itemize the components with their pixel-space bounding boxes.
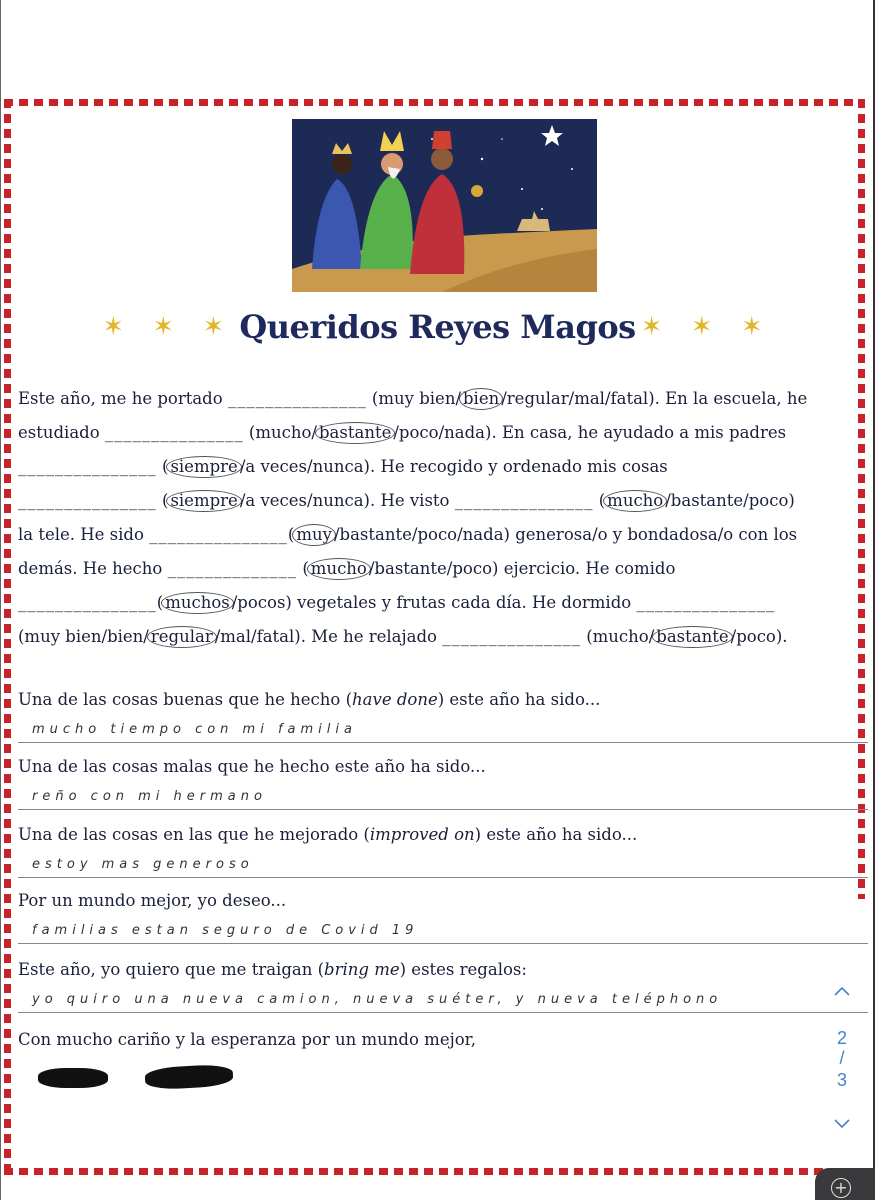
circled-option: muchos — [161, 592, 234, 614]
paragraph-line — [18, 620, 863, 654]
answer-line — [18, 742, 868, 743]
question-text: ) este año ha sido... — [474, 825, 638, 844]
paragraph-line — [18, 382, 863, 416]
zoom-in-icon: + — [831, 1178, 851, 1198]
paragraph-text: /bastante/poco) — [665, 491, 795, 510]
paragraph-line — [18, 450, 863, 484]
page-title: Queridos Reyes Magos — [239, 308, 636, 346]
answer-line — [18, 943, 868, 944]
paragraph-text: /pocos) vegetales y frutas cada día. He dormido — [231, 593, 637, 612]
three-kings-illustration — [292, 119, 597, 292]
answer-blank: _______________ — [18, 491, 157, 510]
page-separator: / — [839, 1048, 845, 1068]
question-prompt — [18, 960, 527, 979]
question-text: ) estes regalos: — [399, 960, 527, 979]
paragraph-text: ( — [287, 525, 295, 544]
answer-blank: _______________ — [227, 389, 367, 408]
page-current: 2 — [836, 1028, 847, 1048]
question-prompt — [18, 690, 600, 709]
paragraph-text: /poco). — [730, 627, 788, 646]
handwritten-answer: mucho tiempo con mi familia — [32, 722, 357, 737]
answer-blank: _______________ — [18, 457, 157, 476]
answer-blank: ______________ — [167, 559, 298, 578]
paragraph-line — [18, 484, 863, 518]
answer-blank: _______________ — [442, 627, 581, 646]
chevron-down-icon[interactable] — [826, 1114, 858, 1135]
paragraph-text: demás. He hecho — [18, 559, 168, 578]
title-row — [0, 308, 875, 358]
paragraph-text: /mal/fatal). Me he relajado — [214, 627, 443, 646]
question-text: Por un mundo mejor, yo deseo... — [18, 891, 287, 910]
paragraph-line — [18, 416, 863, 450]
answer-blank: _______________ — [636, 593, 776, 612]
zoom-button[interactable] — [815, 1168, 875, 1200]
circled-option: mucho — [603, 490, 667, 512]
question-text: ) este año ha sido... — [437, 690, 601, 709]
paragraph-text: ( — [156, 457, 169, 476]
circled-option: regular — [147, 626, 217, 648]
title-stars-right: ✶ ✶ ✶ — [640, 312, 773, 342]
paragraph-text: ( — [593, 491, 606, 510]
answer-blank: _______________ — [149, 525, 288, 544]
circled-option: bastante — [652, 626, 732, 648]
paragraph-text: /bastante/poco/nada) generosa/o y bondadosa/o con los — [333, 525, 798, 544]
title-stars-left: ✶ ✶ ✶ — [102, 312, 235, 342]
paragraph-line — [18, 586, 863, 620]
paragraph-text: la tele. He sido — [18, 525, 150, 544]
question-english-hint: bring me — [324, 960, 400, 979]
dashed-border-bottom — [4, 1168, 862, 1175]
answer-line — [18, 809, 868, 810]
paragraph-text: Este año, me he portado — [18, 389, 228, 408]
circled-option: mucho — [307, 558, 371, 580]
page-total: 3 — [836, 1070, 847, 1090]
paragraph-text: (mucho/ — [580, 627, 655, 646]
question-prompt — [18, 891, 286, 910]
question-english-hint: have done — [352, 690, 438, 709]
question-text: Una de las cosas en las que he mejorado ( — [18, 825, 370, 844]
paragraph-text: ( — [156, 593, 164, 612]
circled-option: siempre — [166, 490, 241, 512]
answer-blank: _______________ — [104, 423, 244, 442]
paragraph-text: /regular/mal/fatal). En la escuela, he — [501, 389, 808, 408]
question-prompt — [18, 825, 637, 844]
viewer-top-area — [0, 0, 875, 98]
handwritten-answer: reño con mi hermano — [32, 789, 267, 804]
handwritten-answer: estoy mas generoso — [32, 857, 254, 872]
paragraph-text: estudiado — [18, 423, 105, 442]
answer-blank: _______________ — [18, 593, 157, 612]
paragraph-text: ( — [156, 491, 169, 510]
chevron-up-icon[interactable] — [826, 980, 858, 1003]
paragraph-text: /bastante/poco) ejercicio. He comido — [368, 559, 676, 578]
paragraph-line — [18, 518, 863, 552]
answer-blank: _______________ — [454, 491, 594, 510]
question-text: Una de las cosas malas que he hecho este año ha sido... — [18, 757, 486, 776]
question-english-hint: improved on — [369, 825, 475, 844]
page-edge-left — [0, 0, 1, 1200]
paragraph-text: (muy bien/ — [366, 389, 461, 408]
circled-option: muy — [292, 524, 336, 546]
answer-line — [18, 877, 868, 878]
answer-line — [18, 1012, 868, 1013]
handwritten-answer: yo quiro una nueva camion, nueva suéter, y nueva teléphono — [32, 992, 723, 1007]
paragraph-text: (mucho/ — [243, 423, 317, 442]
circled-option: bastante — [315, 422, 395, 444]
handwritten-answer: familias estan seguro de Covid 19 — [32, 923, 419, 938]
question-text: Este año, yo quiero que me traigan ( — [18, 960, 325, 979]
dashed-border-top — [4, 99, 862, 106]
paragraph-text: /a veces/nunca). He visto — [239, 491, 455, 510]
paragraph-text: (muy bien/bien/ — [18, 627, 149, 646]
question-prompt — [18, 757, 486, 776]
dashed-border-left — [4, 99, 11, 1175]
circled-option: siempre — [166, 456, 241, 478]
closing-line: Con mucho cariño y la esperanza por un mundo mejor, — [18, 1030, 476, 1049]
circled-option: bien — [459, 388, 503, 410]
fill-in-paragraph — [18, 382, 863, 654]
paragraph-text: ( — [297, 559, 309, 578]
paragraph-text: /poco/nada). En casa, he ayudado a mis padres — [393, 423, 787, 442]
paragraph-text: /a veces/nunca). He recogido y ordenado mis cosas — [239, 457, 668, 476]
paragraph-line — [18, 552, 863, 586]
question-text: Una de las cosas buenas que he hecho ( — [18, 690, 353, 709]
